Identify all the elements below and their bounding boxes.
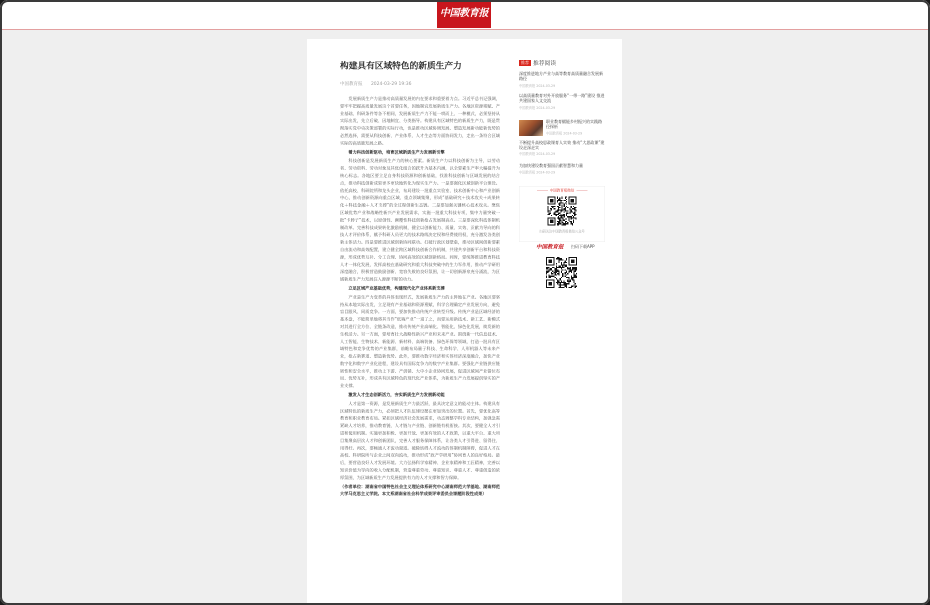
recommend-item[interactable] bbox=[519, 94, 605, 111]
article-subheading: 立足区域产业基础优势，构建现代化产业体系新支撑 bbox=[348, 285, 445, 291]
wechat-panel-title: 中国教育报微信 bbox=[520, 189, 605, 194]
recommend-item-meta: 中国教育报 2024-03-29 bbox=[546, 131, 583, 136]
article-paragraph: 产业是生产力变革的具体表现形式，发展新质生产力的主阵地在产业。各地区要坚持从本地实际出发，立足现有产业基础和资源禀赋，科学合理确定产业发展方向，避免盲目跟风、同质竞争。一方面，要加快推动传统产业转型升级。传统产业是区域经济的基本盘，不能简单地将其当作“低端产业”一退了之，而要运用新技术、新工艺、新模式对其进行全方位、全链条改造，推动传统产业高端化、智能化、绿色化发展，焕发新的生机活力。另一方面，要培育壮大战略性新兴产业和未来产业。围绕新一代信息技术、人工智能、生物技术、新能源、新材料、高端装备、绿色环保等领域，打造一批具有区域特色和竞争优势的产业集群，前瞻布局量子科技、生命科学、人形机器人等未来产业，抢占新赛道、塑造新优势。此外，要推动数字经济和实体经济深度融合，加快产业数字化和数字产业化进程，建设具有国际竞争力的数字产业集群。要强化产业链供应链韧性和安全水平，推动上下游、产供销、大中小企业协同发展，促进区域间产业错位布局、优势互补，形成具有区域特色的现代化产业体系，为新质生产力发展提供坚实的产业支撑。 bbox=[340, 294, 500, 389]
recommend-item-title[interactable]: 不断提升高校思政课育人实效 推动“大思政课”建设走深走实 bbox=[519, 140, 605, 150]
site-header bbox=[0, 0, 930, 30]
recommend-item-title[interactable]: 职业教育赋能乡村振兴的实践路径探析 bbox=[546, 119, 602, 129]
recommend-item-meta: 中国教育报 2024-03-29 bbox=[519, 170, 556, 175]
recommend-tag: 推荐 bbox=[521, 60, 529, 65]
article-paragraph: 发展新质生产力是推动高质量发展的内在要求和重要着力点。习近平总书记强调，要牢牢把握高质量发展这个首要任务，因地制宜发展新质生产力。各地区资源禀赋、产业基础、科研条件等各不相同，发展新质生产力不能一哄而上、一种模式，必须坚持从实际出发，先立后破、因地制宜、分类指导。构建具有区域特色的新质生产力，既是贯彻落实党中央决策部署的实际行动，也是推动区域协调发展、塑造发展新动能新优势的必然选择，需要从科技创新、产业体系、人才生态等方面协同发力，走出一条符合区域实际的高质量发展之路。 bbox=[340, 96, 500, 146]
recommend-item[interactable] bbox=[519, 72, 605, 89]
wechat-qr-code bbox=[548, 197, 577, 226]
recommend-item[interactable] bbox=[519, 164, 605, 176]
site-logo[interactable]: 中国教育报 bbox=[437, 0, 491, 28]
article-subheading: 着力科技创新驱动，培育区域新质生产力发展新引擎 bbox=[348, 149, 445, 155]
recommend-sidebar bbox=[518, 59, 605, 289]
article-subheading: 激发人才生态创新活力，夯实新质生产力发展新动能 bbox=[348, 392, 445, 398]
recommend-heading: 推荐阅读 bbox=[533, 59, 556, 67]
recommend-item-title[interactable]: 深度推进地方产业与高等教育高质量融合发展新路径 bbox=[519, 71, 603, 81]
article-paragraph: 人才是第一资源，是发展新质生产力最活跃、最具决定意义的能动主体。构建具有区域特色的新质生产力，必须把人才队伍建设摆在更加突出的位置。首先，要优化高等教育和职业教育布局。紧扣区域经济社会发展需求，动态调整学科专业结构，加强急需紧缺人才培养，推动教育链、人才链与产业链、创新链有机衔接。其次，要健全人才引进和使用机制。实施更加积极、更加开放、更加有效的人才政策，以重大平台、重大项目集聚高层次人才和创新团队，完善人才服务保障体系，让各类人才引得进、留得住、用得好。再次，要畅通人才流动渠道。破除妨碍人才流动的体制机制障碍，促进人才在高校、科研院所与企业之间双向流动，推动形成“政产学研用”协同育人的良好格局。最后，要营造良好人才发展环境。大力弘扬科学家精神、企业家精神和工匠精神，完善以知识价值为导向的收入分配机制，营造尊重劳动、尊重知识、尊重人才、尊重创造的浓厚氛围，为区域新质生产力发展提供有力的人才支撑和智力保障。 bbox=[340, 400, 500, 480]
article bbox=[340, 57, 500, 499]
recommend-item-meta: 中国教育报 2024-03-29 bbox=[519, 106, 556, 110]
article-source: 中国教育报 bbox=[340, 81, 363, 87]
recommend-item[interactable] bbox=[519, 141, 605, 158]
wechat-qr-caption: 扫码关注中国教育报微信公众号 bbox=[539, 229, 585, 234]
article-body bbox=[340, 95, 500, 498]
recommend-item-meta: 中国教育报 2024-03-29 bbox=[519, 152, 556, 156]
article-author-note: （作者单位：湖南省中国特色社会主义理论体系研究中心湖南师范大学基地、湖南师范大学马克思主义学院。本文系湖南省社会科学成果评审委员会课题阶段性成果） bbox=[340, 483, 500, 497]
wechat-qr-panel bbox=[519, 186, 605, 242]
recommend-item[interactable] bbox=[519, 120, 605, 137]
article-meta bbox=[340, 81, 500, 87]
recommend-item-title[interactable]: 为加快建设教育强国贡献智慧和力量 bbox=[519, 163, 583, 168]
app-qr-code bbox=[546, 257, 577, 288]
recommend-item-meta: 中国教育报 2024-03-29 bbox=[519, 84, 556, 88]
app-download-logo: 中国教育报 bbox=[536, 243, 564, 250]
recommend-item-thumbnail[interactable] bbox=[519, 120, 543, 136]
recommend-item-title[interactable]: 以高质量教育对外开放服务“一带一路”建设 推进共建国家人文交流 bbox=[519, 93, 605, 103]
app-download-label: 扫码下载APP bbox=[571, 244, 595, 249]
article-title: 构建具有区域特色的新质生产力 bbox=[340, 61, 462, 71]
article-datetime: 2024-03-29 19:36 bbox=[370, 81, 412, 87]
article-paragraph: 科技创新是发展新质生产力的核心要素。新质生产力以科技创新为主导，以劳动者、劳动资料、劳动对象及其优化组合的跃升为基本内涵，以全要素生产率大幅提升为核心标志。各地区要立足自身科技资源和创新基础，找准科技创新与区域发展的结合点，推动科技创新成果更多更快地转化为现实生产力。一是要强化区域创新平台建设。依托高校、科研院所和龙头企业，布局建设一批重点实验室、技术创新中心和产业创新中心，推动创新资源向重点区域、重点领域集聚，形成“基础研究＋技术攻关＋成果转化＋科技金融＋人才支撑”的全过程创新生态链。二是要加强关键核心技术攻关。聚焦区域优势产业和战略性新兴产业发展需求，实施一批重大科技专项，集中力量突破一批“卡脖子”技术，以原创性、颠覆性科技创新抢占发展制高点。三是要深化科技体制机制改革。完善科技成果转化激励机制，健全以创新能力、质量、实效、贡献为导向的科技人才评价体系，赋予科研人员更大的技术路线决定权和经费使用权，充分激发各类创新主体活力。四是要推进区域创新协同联动。打破行政区划壁垒，推动区域间创新要素自由流动和高效配置，建立健全跨区域科技创新合作机制，共建共享创新平台和科技资源，形成优势互补、分工合理、协同高效的区域创新格局。同时，要统筹推进教育科技人才一体化发展，发挥高校在基础研究和重大科技突破中的生力军作用，推动产学研用深度融合，积极营造鼓励创新、宽容失败的良好氛围，让一切创新源泉充分涌流，为区域新质生产力发展注入源源不断的动力。 bbox=[340, 158, 500, 282]
